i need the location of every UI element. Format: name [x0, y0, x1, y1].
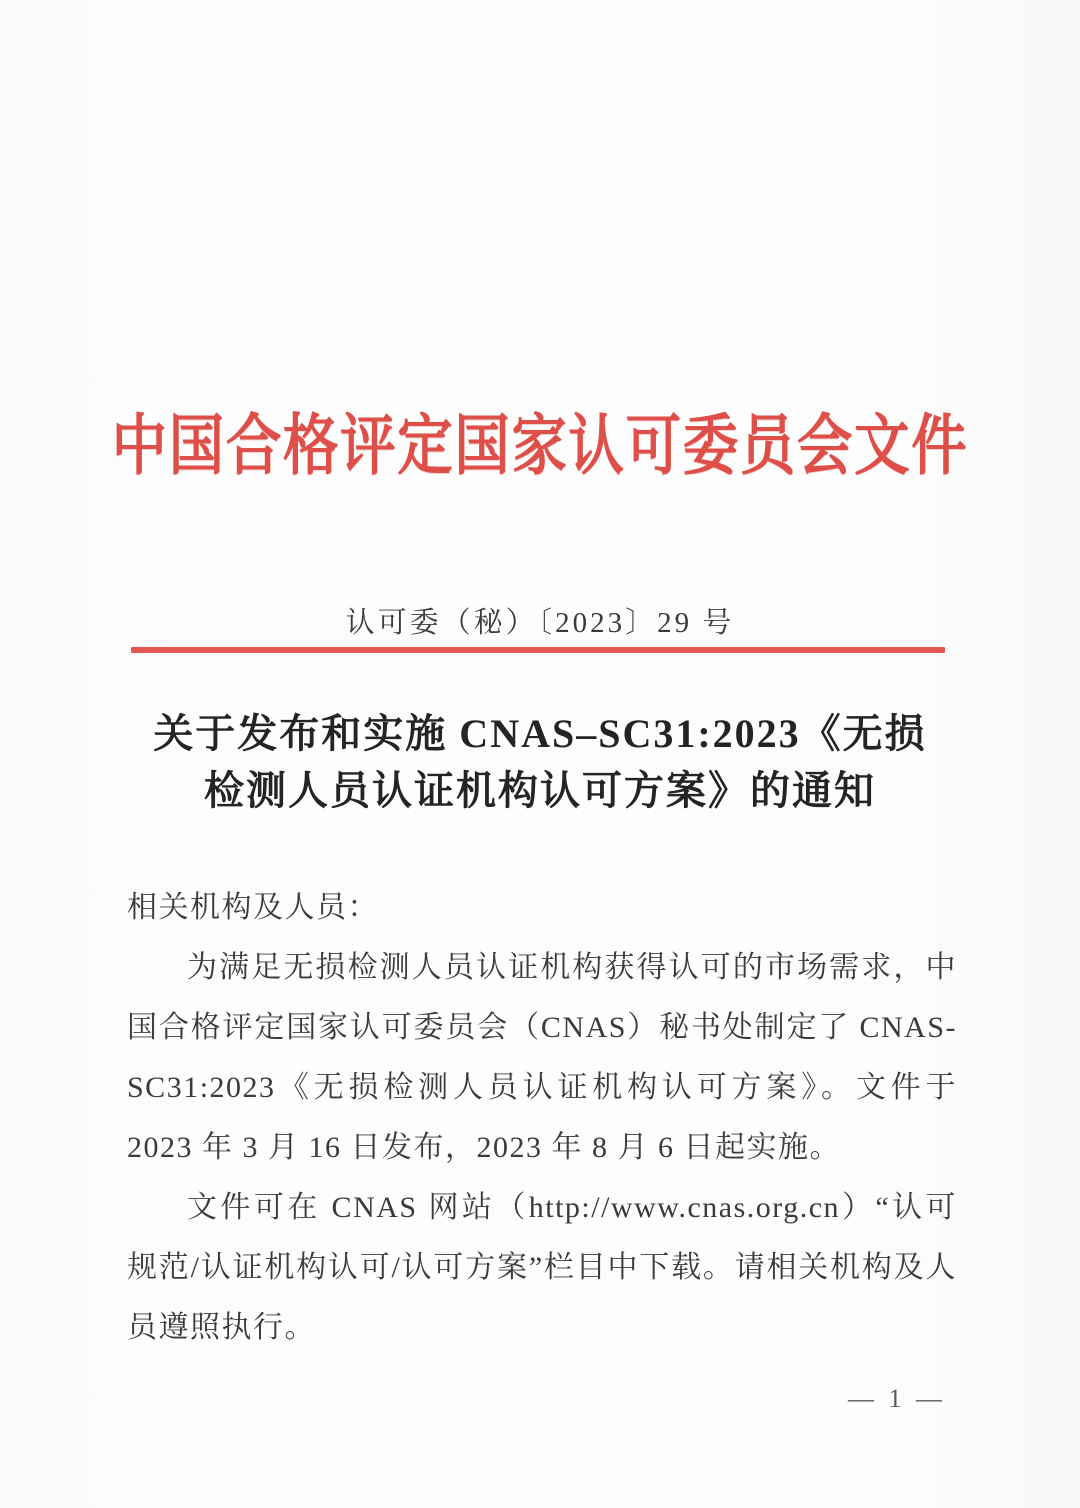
- notice-title-line2: 检测人员认证机构认可方案》的通知: [204, 768, 876, 813]
- body-paragraph: 文件可在 CNAS 网站（http://www.cnas.org.cn）“认可规范/认证机构认可/认可方案”栏目中下载。请相关机构及人员遵照执行。: [127, 1191, 957, 1344]
- red-separator-line: [131, 647, 945, 653]
- letterhead-title: 中国合格评定国家认可委员会文件: [111, 410, 969, 483]
- document-number: 认可委（秘）〔2023〕29 号: [345, 607, 735, 639]
- document-body: [127, 878, 957, 1358]
- notice-title: [0, 705, 1080, 819]
- salutation: 相关机构及人员：: [127, 891, 379, 924]
- page-number: — 1 —: [848, 1384, 946, 1413]
- body-paragraph: 为满足无损检测人员认证机构获得认可的市场需求，中国合格评定国家认可委员会（CNAS）秘书处制定了 CNAS-SC31:2023《无损检测人员认证机构认可方案》。文件于 2023 年 3 月 16 日发布，2023 年 8 月 6 日起实施。: [127, 951, 957, 1164]
- notice-title-line1: 关于发布和实施 CNAS–SC31:2023《无损: [153, 711, 927, 756]
